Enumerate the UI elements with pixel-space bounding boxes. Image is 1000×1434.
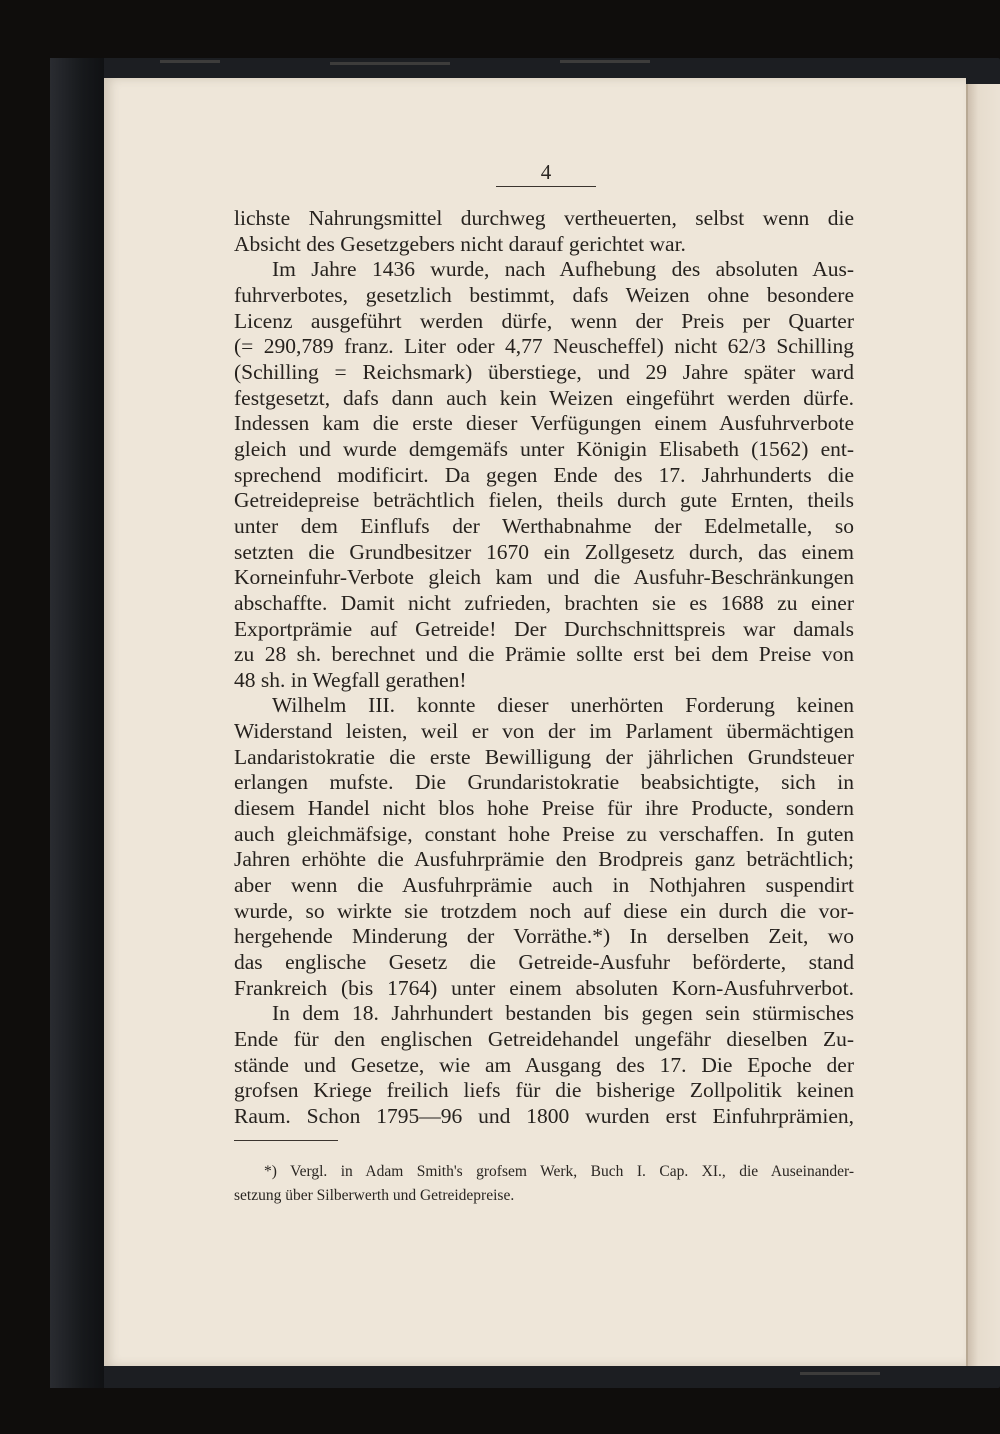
text-line: wurde, so wirkte sie trotzdem noch auf diese ein durch die vor- [234,898,854,923]
page-number: 4 [540,160,552,184]
text-line: 48 sh. in Wegfall gerathen! [234,667,467,692]
next-page-edge [966,84,1000,1366]
footnote-line: *) Vergl. in Adam Smith's grofsem Werk, Buch I. Cap. XI., die Auseinander- [264,1163,854,1180]
text-line: aber wenn die Ausfuhrprämie auch in Nothjahren suspendirt [234,873,854,898]
text-line: grofsen Kriege freilich liefs für die bisherige Zollpolitik keinen [234,1078,854,1103]
text-line: In dem 18. Jahrhundert bestanden bis gegen sein stürmisches [272,1001,854,1026]
text-line: hergehende Minderung der Vorräthe.*) In derselben Zeit, wo [234,924,854,949]
text-line: gleich und wurde demgemäfs unter Königin Elisabeth (1562) ent- [234,436,854,461]
text-line: Jahren erhöhte die Ausfuhrprämie den Brodpreis ganz beträchtlich; [234,847,854,872]
text-line: Korneinfuhr-Verbote gleich kam und die Ausfuhr-Beschränkungen [234,565,854,590]
footnote-rule [234,1140,338,1141]
text-line: zu 28 sh. berechnet und die Prämie sollte erst bei dem Preise von [234,642,854,667]
text-line: festgesetzt, dafs dann auch kein Weizen eingeführt werden dürfe. [234,385,854,410]
book-spine [50,58,104,1388]
text-line: sprechend modificirt. Da gegen Ende des 17. Jahrhunderts die [234,462,854,487]
text-line: diesem Handel nicht blos hohe Preise für ihre Producte, sondern [234,796,854,821]
cover-wear-mark [160,60,220,63]
text-line: (Schilling = Reichsmark) überstiege, und 29 Jahre später ward [234,359,854,384]
text-line: Exportprämie auf Getreide! Der Durchschnittspreis war damals [234,616,854,641]
text-line: Getreidepreise beträchtlich fielen, theils durch gute Ernten, theils [234,488,854,513]
text-line: Landaristokratie die erste Bewilligung der jährlichen Grundsteuer [234,744,854,769]
text-line: Im Jahre 1436 wurde, nach Aufhebung des absoluten Aus- [272,257,854,282]
body-text [234,206,854,1130]
text-line: auch gleichmäfsige, constant hohe Preise zu verschaffen. In guten [234,821,854,846]
text-line: (= 290,789 franz. Liter oder 4,77 Neuscheffel) nicht 62/3 Schilling [234,334,854,359]
text-line: stände und Gesetze, wie am Ausgang des 17. Die Epoche der [234,1052,854,1077]
cover-wear-mark [800,1372,880,1375]
text-line: Frankreich (bis 1764) unter einem absoluten Korn-Ausfuhrverbot. [234,975,854,1000]
footnote-line: setzung über Silberwerth und Getreidepreise. [234,1187,515,1204]
text-line: setzten die Grundbesitzer 1670 ein Zollgesetz durch, das einem [234,539,854,564]
text-line: Licenz ausgeführt werden dürfe, wenn der Preis per Quarter [234,308,854,333]
text-line: Wilhelm III. konnte dieser unerhörten Forderung keinen [272,693,854,718]
text-line: Widerstand leisten, weil er von der im Parlament übermächtigen [234,719,854,744]
text-line: das englische Gesetz die Getreide-Ausfuhr beförderte, stand [234,950,854,975]
cover-wear-mark [330,62,450,65]
text-line: abschaffte. Damit nicht zufrieden, brachten sie es 1688 zu einer [234,590,854,615]
text-line: Ende für den englischen Getreidehandel ungefähr dieselben Zu- [234,1027,854,1051]
cover-wear-mark [560,60,650,63]
page-number-rule [496,186,596,187]
text-line: fuhrverbotes, gesetzlich bestimmt, dafs Weizen ohne besondere [234,282,854,307]
text-line: erlangen mufste. Die Grundaristokratie beabsichtigte, sich in [234,770,854,795]
text-line: Absicht des Gesetzgebers nicht darauf gerichtet war. [234,231,686,256]
text-line: lichste Nahrungsmittel durchweg vertheuerten, selbst wenn die [234,206,854,230]
text-line: Indessen kam die erste dieser Verfügungen einem Ausfuhrverbote [234,411,854,436]
footnote [234,1160,854,1208]
text-line: unter dem Einflufs der Werthabnahme der Edelmetalle, so [234,513,854,538]
text-line: Raum. Schon 1795—96 und 1800 wurden erst Einfuhrprämien, [234,1103,854,1128]
